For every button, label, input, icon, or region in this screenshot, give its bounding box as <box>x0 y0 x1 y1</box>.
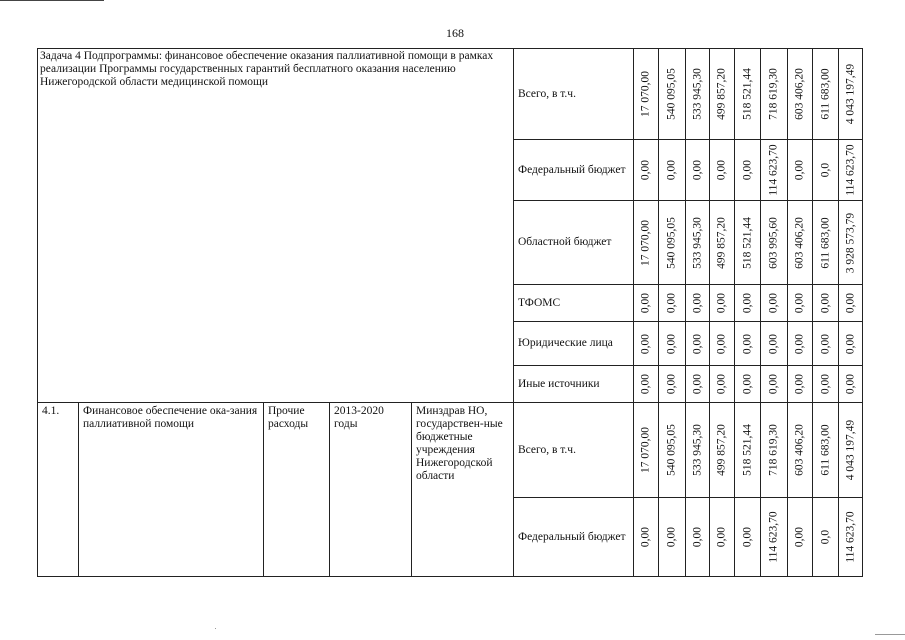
value-cell: 0,00 <box>813 285 839 322</box>
value-cell: 0,00 <box>659 285 686 322</box>
task-row <box>38 49 863 140</box>
value-cell: 518 521,44 <box>735 201 761 285</box>
value-cell: 603 406,20 <box>788 403 813 498</box>
value-cell: 0,00 <box>761 285 788 322</box>
value-cell: 0,00 <box>634 498 659 577</box>
value-cell: 4 043 197,49 <box>839 403 863 498</box>
value-cell: 0,00 <box>686 285 710 322</box>
value-cell: 0,00 <box>761 366 788 403</box>
value-cell: 0,00 <box>813 366 839 403</box>
period: 2013-2020 годы <box>330 403 412 577</box>
source-label: Всего, в т.ч. <box>514 403 634 498</box>
value-cell: 3 928 573,79 <box>839 201 863 285</box>
value-cell: 533 945,30 <box>686 49 710 140</box>
value-cell: 114 623,70 <box>839 140 863 201</box>
value-cell: 0,00 <box>634 140 659 201</box>
value-cell: 0,00 <box>761 322 788 366</box>
source-label: Областной бюджет <box>514 201 634 285</box>
value-cell: 518 521,44 <box>735 49 761 140</box>
value-cell: 718 619,30 <box>761 49 788 140</box>
value-cell: 0,00 <box>788 140 813 201</box>
value-cell: 0,00 <box>659 322 686 366</box>
value-cell: 0,00 <box>634 285 659 322</box>
value-cell: 0,00 <box>788 322 813 366</box>
source-label: ТФОМС <box>514 285 634 322</box>
value-cell: 499 857,20 <box>710 49 735 140</box>
value-cell: 540 095,05 <box>659 201 686 285</box>
task-title: Задача 4 Подпрограммы: финансовое обеспечение оказания паллиативной помощи в рамках реализации Программы государственных гарантий бесплатного оказания населению Нижегородской области медицинской помощи <box>38 49 514 403</box>
value-cell: 0,00 <box>686 366 710 403</box>
value-cell: 533 945,30 <box>686 201 710 285</box>
value-cell: 17 070,00 <box>634 49 659 140</box>
expense-type: Прочие расходы <box>264 403 330 577</box>
value-cell: 0,00 <box>659 498 686 577</box>
item-row <box>38 403 863 498</box>
value-cell: 0,00 <box>710 285 735 322</box>
value-cell: 603 995,60 <box>761 201 788 285</box>
value-cell: 0,00 <box>659 140 686 201</box>
value-cell: 0,00 <box>735 366 761 403</box>
scan-edge-mark <box>875 634 905 635</box>
value-cell: 4 043 197,49 <box>839 49 863 140</box>
value-cell: 0,00 <box>788 498 813 577</box>
value-cell: 540 095,05 <box>659 49 686 140</box>
value-cell: 0,00 <box>686 322 710 366</box>
value-cell: 0,0 <box>813 498 839 577</box>
source-label: Юридические лица <box>514 322 634 366</box>
value-cell: 518 521,44 <box>735 403 761 498</box>
value-cell: 0,0 <box>813 140 839 201</box>
value-cell: 718 619,30 <box>761 403 788 498</box>
budget-table <box>37 48 863 577</box>
value-cell: 0,00 <box>634 366 659 403</box>
value-cell: 0,00 <box>710 322 735 366</box>
value-cell: 0,00 <box>634 322 659 366</box>
value-cell: 0,00 <box>813 322 839 366</box>
value-cell: 0,00 <box>735 322 761 366</box>
value-cell: 0,00 <box>710 140 735 201</box>
value-cell: 114 623,70 <box>761 140 788 201</box>
scan-speck <box>215 628 216 629</box>
value-cell: 114 623,70 <box>761 498 788 577</box>
value-cell: 0,00 <box>659 366 686 403</box>
value-cell: 114 623,70 <box>839 498 863 577</box>
value-cell: 0,00 <box>839 285 863 322</box>
source-label: Иные источники <box>514 366 634 403</box>
item-name: Финансовое обеспечение ока-зания паллиативной помощи <box>79 403 264 577</box>
value-cell: 611 683,00 <box>813 201 839 285</box>
source-label: Федеральный бюджет <box>514 140 634 201</box>
source-label: Всего, в т.ч. <box>514 49 634 140</box>
value-cell: 611 683,00 <box>813 403 839 498</box>
value-cell: 0,00 <box>839 322 863 366</box>
value-cell: 611 683,00 <box>813 49 839 140</box>
value-cell: 17 070,00 <box>634 201 659 285</box>
value-cell: 0,00 <box>686 140 710 201</box>
value-cell: 603 406,20 <box>788 201 813 285</box>
value-cell: 0,00 <box>839 366 863 403</box>
value-cell: 0,00 <box>710 366 735 403</box>
value-cell: 0,00 <box>735 285 761 322</box>
value-cell: 499 857,20 <box>710 403 735 498</box>
value-cell: 0,00 <box>710 498 735 577</box>
header-rule <box>0 0 104 1</box>
value-cell: 0,00 <box>686 498 710 577</box>
item-number: 4.1. <box>38 403 79 577</box>
value-cell: 17 070,00 <box>634 403 659 498</box>
source-label: Федеральный бюджет <box>514 498 634 577</box>
value-cell: 0,00 <box>735 140 761 201</box>
value-cell: 603 406,20 <box>788 49 813 140</box>
value-cell: 540 095,05 <box>659 403 686 498</box>
value-cell: 0,00 <box>788 285 813 322</box>
value-cell: 533 945,30 <box>686 403 710 498</box>
value-cell: 499 857,20 <box>710 201 735 285</box>
executor: Минздрав НО, государствен-ные бюджетные учреждения Нижегородской области <box>412 403 514 577</box>
value-cell: 0,00 <box>735 498 761 577</box>
value-cell: 0,00 <box>788 366 813 403</box>
page-number: 168 <box>446 26 464 40</box>
